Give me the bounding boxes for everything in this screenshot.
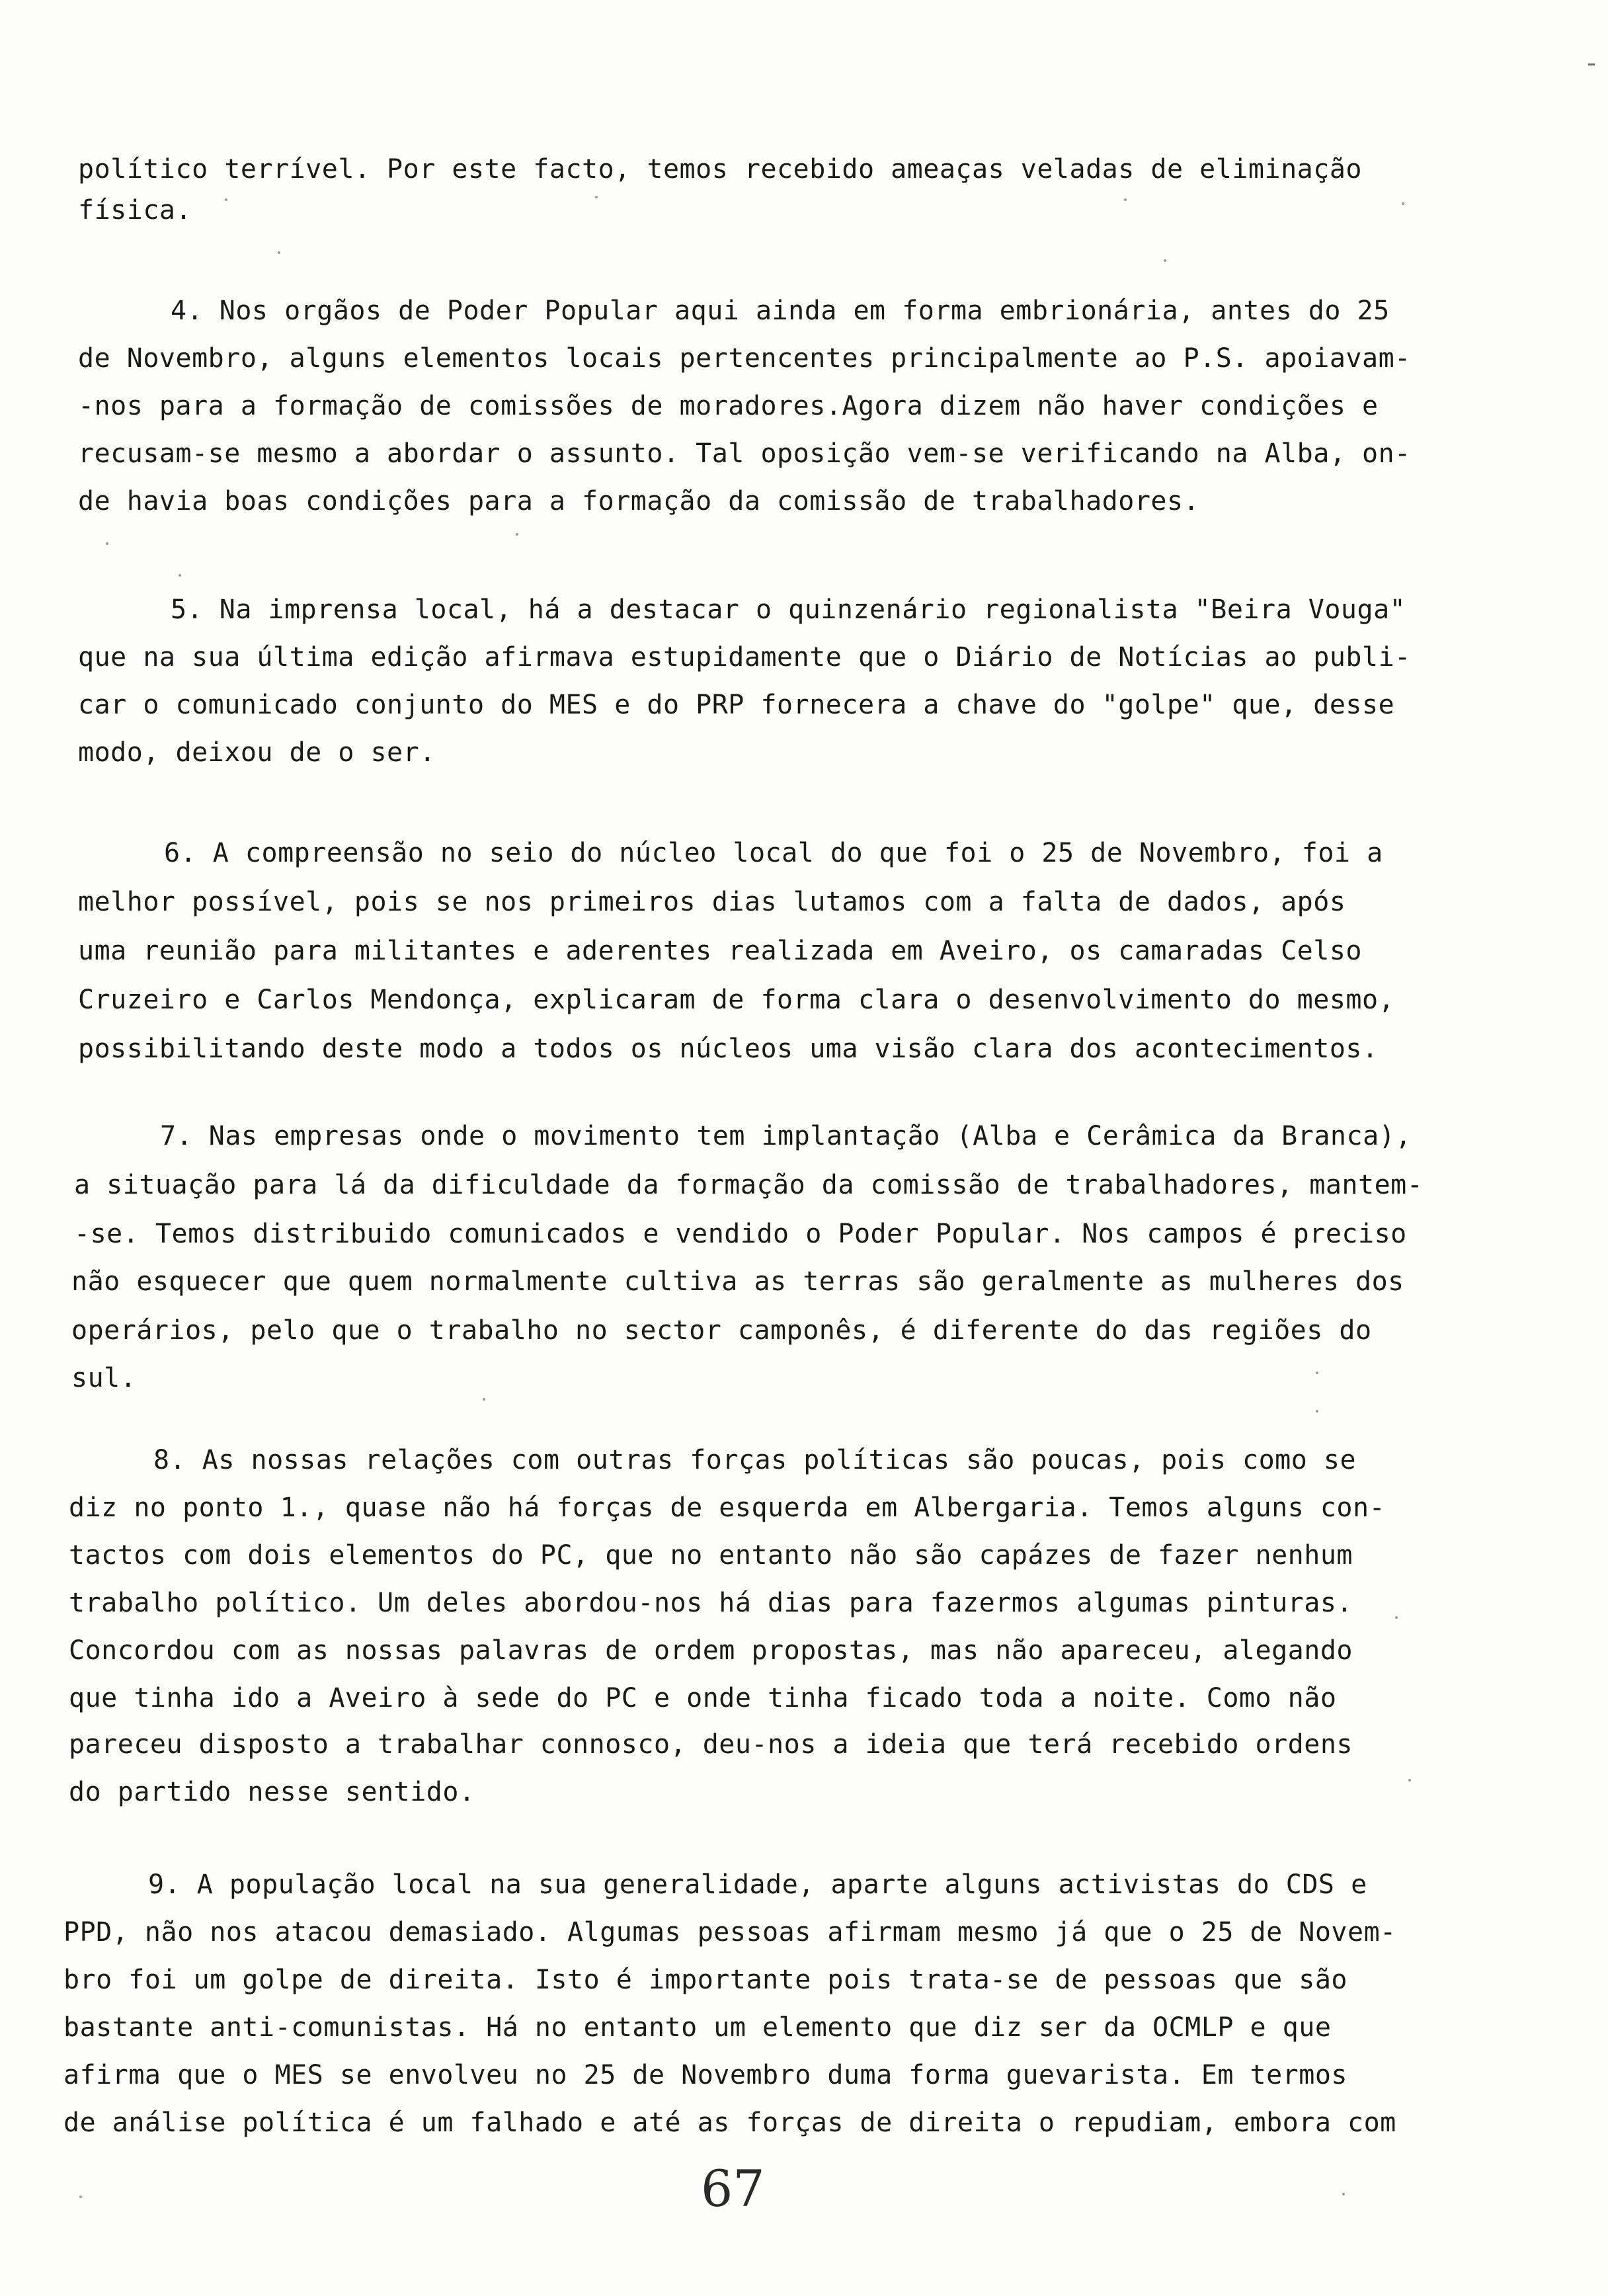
paragraph-8-line: que tinha ido a Aveiro à sede do PC e onde tinha ficado toda a noite. Como não	[69, 1683, 1337, 1713]
paragraph-8-line: pareceu disposto a trabalhar connosco, deu-nos a ideia que terá recebido ordens	[69, 1729, 1353, 1760]
scan-speck	[1316, 1410, 1318, 1413]
paragraph-5-line: 5. Na imprensa local, há a destacar o quinzenário regionalista "Beira Vouga"	[171, 594, 1406, 625]
paragraph-5-line: car o comunicado conjunto do MES e do PRP fornecera a chave do "golpe" que, desse	[78, 690, 1395, 720]
page-number: 67	[701, 2159, 765, 2218]
paragraph-7-line: sul.	[71, 1363, 137, 1393]
paragraph-6-line: uma reunião para militantes e aderentes realizada em Aveiro, os camaradas Celso	[78, 936, 1362, 966]
scan-speck	[1408, 1779, 1411, 1782]
paragraph-7-line: a situação para lá da dificuldade da formação da comissão de trabalhadores, mantem-	[74, 1170, 1424, 1200]
paragraph-8-line: Concordou com as nossas palavras de ordem propostas, mas não apareceu, alegando	[69, 1635, 1353, 1666]
paragraph-4-line: recusam-se mesmo a abordar o assunto. Tal oposição vem-se verificando na Alba, on-	[78, 438, 1411, 469]
paragraph-9-line: bro foi um golpe de direita. Isto é importante pois trata-se de pessoas que são	[63, 1965, 1347, 1995]
scan-speck	[79, 2195, 82, 2198]
scan-speck	[225, 198, 227, 201]
paragraph-8-line: do partido nesse sentido.	[69, 1777, 475, 1807]
paragraph-7-line: não esquecer que quem normalmente cultiva as terras são geralmente as mulheres dos	[71, 1266, 1404, 1297]
paragraph-4-line: 4. Nos orgãos de Poder Popular aqui ainda em forma embrionária, antes do 25	[171, 296, 1390, 326]
scan-mark	[1588, 63, 1595, 65]
paragraph-4-line: -nos para a formação de comissões de moradores.Agora dizem não haver condições e	[78, 391, 1379, 421]
scan-speck	[1124, 198, 1127, 201]
scan-speck	[595, 196, 598, 198]
paragraph-9-line: 9. A população local na sua generalidade, aparte alguns activistas do CDS e	[148, 1869, 1367, 1900]
paragraph-6-line: Cruzeiro e Carlos Mendonça, explicaram de forma clara o desenvolvimento do mesmo,	[78, 985, 1395, 1015]
paragraph-8-line: diz no ponto 1., quase não há forças de esquerda em Albergaria. Temos alguns con-	[69, 1493, 1386, 1523]
scan-speck	[516, 533, 518, 536]
paragraph-8-line: 8. As nossas relações com outras forças políticas são poucas, pois como se	[153, 1445, 1357, 1475]
paragraph-8-line: tactos com dois elementos do PC, que no entanto não são capázes de fazer nenhum	[69, 1540, 1353, 1571]
scan-speck	[106, 542, 108, 545]
paragraph-7-line: 7. Nas empresas onde o movimento tem implantação (Alba e Cerâmica da Branca),	[160, 1121, 1412, 1151]
scan-speck	[1316, 1372, 1318, 1374]
scan-speck	[1395, 1616, 1398, 1619]
paragraph-4-line: de Novembro, alguns elementos locais pertencentes principalmente ao P.S. apoiavam-	[78, 343, 1411, 374]
paragraph-9-line: de análise política é um falhado e até as forças de direita o repudiam, embora com	[63, 2108, 1396, 2138]
scan-speck	[179, 574, 181, 577]
scan-speck	[1164, 259, 1166, 262]
text-line: político terrível. Por este facto, temos recebido ameaças veladas de eliminação	[78, 154, 1362, 184]
paragraph-8-line: trabalho político. Um deles abordou-nos há dias para fazermos algumas pinturas.	[69, 1588, 1353, 1618]
paragraph-9-line: afirma que o MES se envolveu no 25 de Novembro duma forma guevarista. Em termos	[63, 2060, 1347, 2090]
paragraph-4-line: de havia boas condições para a formação da comissão de trabalhadores.	[78, 486, 1200, 516]
paragraph-5-line: que na sua última edição afirmava estupidamente que o Diário de Notícias ao publi-	[78, 642, 1411, 673]
paragraph-7-line: operários, pelo que o trabalho no sector camponês, é diferente do das regiões do	[71, 1315, 1372, 1346]
scan-speck	[278, 251, 280, 254]
scan-speck	[483, 1398, 485, 1401]
paragraph-6-line: melhor possível, pois se nos primeiros dias lutamos com a falta de dados, após	[78, 887, 1346, 917]
paragraph-6-line: 6. A compreensão no seio do núcleo local do que foi o 25 de Novembro, foi a	[164, 838, 1383, 868]
paragraph-6-line: possibilitando deste modo a todos os núcleos uma visão clara dos acontecimentos.	[78, 1034, 1379, 1064]
paragraph-9-line: bastante anti-comunistas. Há no entanto um elemento que diz ser da OCMLP e que	[63, 2012, 1332, 2043]
paragraph-5-line: modo, deixou de o ser.	[78, 737, 436, 768]
text-line: física.	[78, 195, 192, 226]
paragraph-9-line: PPD, não nos atacou demasiado. Algumas pessoas afirmam mesmo já que o 25 de Novem-	[63, 1917, 1396, 1948]
paragraph-7-line: -se. Temos distribuido comunicados e vendido o Poder Popular. Nos campos é preciso	[74, 1219, 1407, 1249]
scan-speck	[1342, 2193, 1345, 2195]
scan-speck	[1402, 202, 1404, 205]
